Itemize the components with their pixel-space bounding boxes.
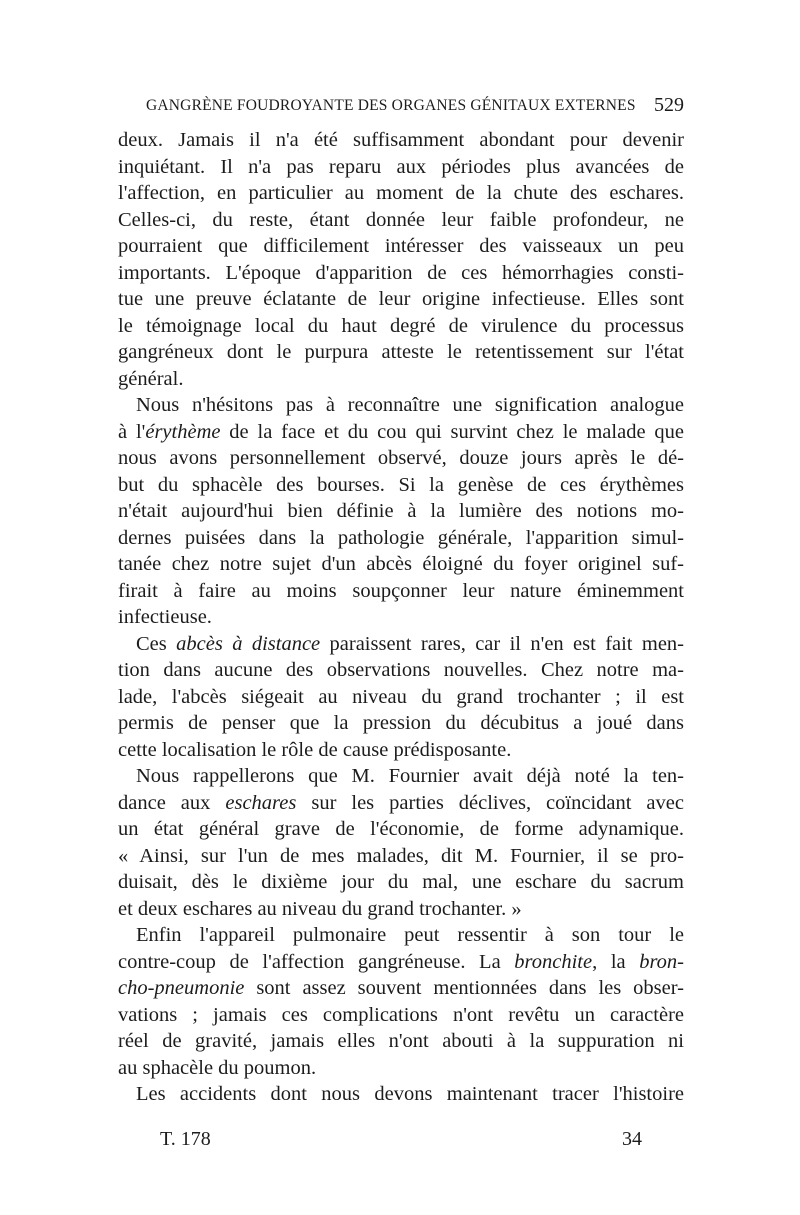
text-line: vations ; jamais ces complications n'ont revêtu un caractère xyxy=(118,1003,684,1026)
text-line: n'était aujourd'hui bien définie à la lumière des notions mo- xyxy=(118,500,684,522)
text-line: contre-coup de l'affection gangréneuse. La bronchite, la bron- xyxy=(118,950,684,973)
text-line: nous avons personnellement observé, douze jours après le dé- xyxy=(118,447,684,469)
text-line: à l'érythème de la face et du cou qui survint chez le malade que xyxy=(118,420,684,443)
text-line: cette localisation le rôle de cause prédisposante. xyxy=(118,738,512,761)
text-line: et deux eschares au niveau du grand trochanter. » xyxy=(118,897,522,920)
text-line: le témoignage local du haut degré de virulence du processus xyxy=(118,314,684,337)
text-line: Les accidents dont nous devons maintenant tracer l'histoire xyxy=(136,1083,684,1105)
text-line: tue une preuve éclatante de leur origine infectieuse. Elles sont xyxy=(118,288,684,310)
text-line: deux. Jamais il n'a été suffisamment abondant pour devenir xyxy=(118,129,684,151)
running-title: GANGRÈNE FOUDROYANTE DES ORGANES GÉNITAUX EXTERNES xyxy=(146,97,636,114)
text-line: pourraient que difficilement intéresser des vaisseaux un peu xyxy=(118,235,684,257)
text-line: gangréneux dont le purpura atteste le retentissement sur l'état xyxy=(118,341,684,363)
text-line: dance aux eschares sur les parties déclives, coïncidant avec xyxy=(118,791,684,814)
page-footer xyxy=(118,1128,684,1158)
text-line: Nous rappellerons que M. Fournier avait déjà noté la ten- xyxy=(136,765,684,787)
text-line: au sphacèle du poumon. xyxy=(118,1056,317,1079)
text-line: dernes puisées dans la pathologie générale, l'apparition simul- xyxy=(118,526,684,549)
text-line: Ces abcès à distance paraissent rares, car il n'en est fait men- xyxy=(136,632,685,655)
text-line: un état général grave de l'économie, de forme adynamique. xyxy=(118,818,684,840)
body-text xyxy=(118,127,684,1108)
text-line: l'affection, en particulier au moment de la chute des eschares. xyxy=(118,182,684,204)
text-line: firait à faire au moins soupçonner leur nature éminemment xyxy=(118,579,684,602)
text-line: but du sphacèle des bourses. Si la genèse de ces érythèmes xyxy=(118,473,684,496)
text-line: inquiétant. Il n'a pas reparu aux périodes plus avancées de xyxy=(118,155,684,178)
text-line: tanée chez notre sujet d'un abcès éloigné du foyer originel suf- xyxy=(118,553,684,575)
page-number: 529 xyxy=(654,94,684,116)
running-header xyxy=(118,94,684,127)
text-line: lade, l'abcès siégeait au niveau du grand trochanter ; il est xyxy=(118,685,684,708)
text-line: réel de gravité, jamais elles n'ont abouti à la suppuration ni xyxy=(118,1030,684,1052)
text-line: importants. L'époque d'apparition de ces hémorrhagies consti- xyxy=(118,261,684,284)
printer-signature: T. 178 xyxy=(160,1128,211,1150)
text-line: général. xyxy=(118,367,184,390)
text-line: infectieuse. xyxy=(118,606,212,628)
sheet-number: 34 xyxy=(622,1128,642,1150)
text-line: « Ainsi, sur l'un de mes malades, dit M. Fournier, il se pro- xyxy=(118,844,684,867)
text-line: permis de penser que la pression du décubitus a joué dans xyxy=(118,712,684,734)
text-line: Nous n'hésitons pas à reconnaître une signification analogue xyxy=(136,394,684,416)
text-line: Enfin l'appareil pulmonaire peut ressentir à son tour le xyxy=(136,924,684,946)
text-line: cho-pneumonie sont assez souvent mentionnées dans les obser- xyxy=(118,977,684,999)
text-line: tion dans aucune des observations nouvelles. Chez notre ma- xyxy=(118,659,684,681)
text-line: Celles-ci, du reste, étant donnée leur faible profondeur, ne xyxy=(118,208,684,231)
text-line: duisait, dès le dixième jour du mal, une eschare du sacrum xyxy=(118,871,684,893)
